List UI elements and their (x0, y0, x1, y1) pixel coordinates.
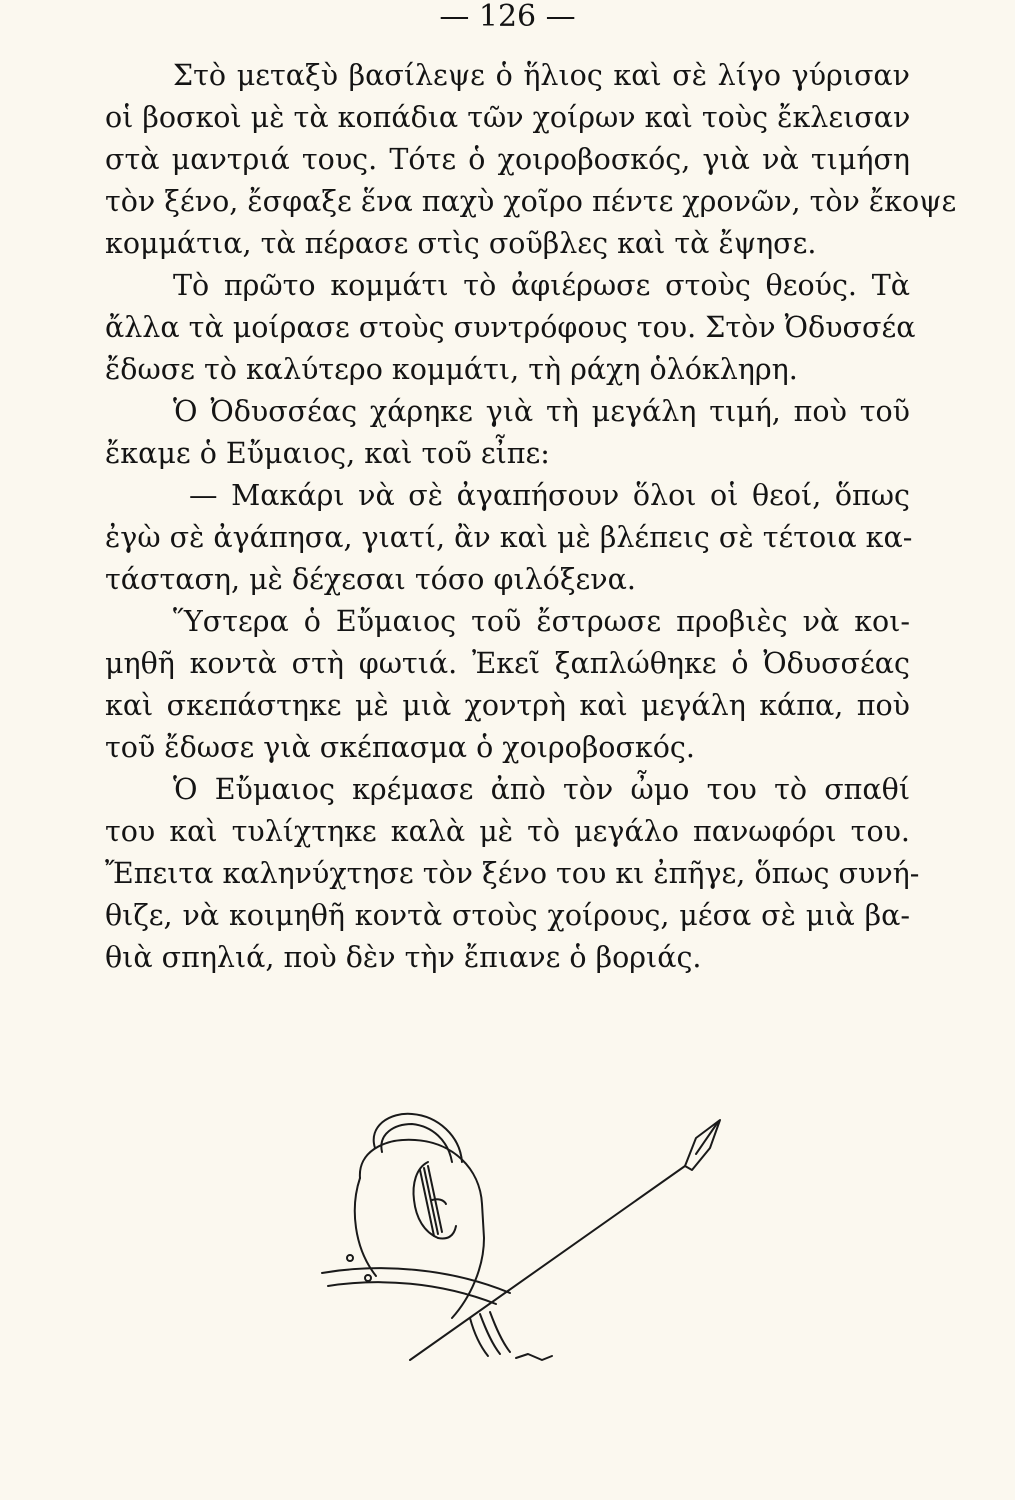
text-line: Ὕστερα ὁ Εὔμαιος τοῦ ἔστρωσε προβιὲς νὰ κοι- (173, 605, 910, 638)
text-line: Ὁ Ὀδυσσέας χάρηκε γιὰ τὴ μεγάλη τιμή, ποὺ τοῦ (173, 395, 910, 428)
text-line: Ὁ Εὔμαιος κρέμασε ἀπὸ τὸν ὦμο του τὸ σπαθί (173, 773, 910, 806)
body-text (105, 55, 957, 979)
text-line: κομμάτια, τὰ πέρασε στὶς σοῦβλες καὶ τὰ ἔψησε. (105, 227, 817, 260)
text-line: Ἔπειτα καληνύχτησε τὸν ξένο του κι ἐπῆγε, ὅπως συνή- (105, 857, 920, 890)
shield-rim (322, 1268, 510, 1293)
spear-shaft (410, 1166, 685, 1360)
page-number: — 126 — (439, 0, 576, 34)
text-line: οἱ βοσκοὶ μὲ τὰ κοπάδια τῶν χοίρων καὶ τοὺς ἔκλεισαν (105, 101, 911, 134)
text-line: τὸν ξένο, ἔσφαξε ἕνα παχὺ χοῖρο πέντε χρονῶν, τὸν ἔκοψε (105, 185, 957, 218)
text-line: στὰ μαντριά τους. Τότε ὁ χοιροβοσκός, γιὰ νὰ τιμήση (105, 143, 910, 176)
text-line: Στὸ μεταξὺ βασίλεψε ὁ ἥλιος καὶ σὲ λίγο γύρισαν (173, 59, 910, 92)
text-line: θιζε, νὰ κοιμηθῆ κοντὰ στοὺς χοίρους, μέσα σὲ μιὰ βα- (105, 899, 910, 932)
warrior-helmet-spear-illustration (320, 1108, 740, 1373)
text-line: ἔκαμε ὁ Εὔμαιος, καὶ τοῦ εἶπε: (105, 437, 550, 470)
shield-boss (347, 1255, 353, 1261)
text-line: ἔδωσε τὸ καλύτερο κομμάτι, τὴ ράχη ὁλόκληρη. (105, 353, 798, 386)
text-line: ἐγὼ σὲ ἀγάπησα, γιατί, ἂν καὶ μὲ βλέπεις σὲ τέτοια κα- (105, 521, 913, 554)
text-line: καὶ σκεπάστηκε μὲ μιὰ χοντρὴ καὶ μεγάλη κάπα, ποὺ (105, 689, 910, 722)
helmet-crest (374, 1114, 462, 1162)
text-line: — Μακάρι νὰ σὲ ἀγαπήσουν ὅλοι οἱ θεοί, ὅπως (189, 479, 910, 512)
text-line: Τὸ πρῶτο κομμάτι τὸ ἀφιέρωσε στοὺς θεούς. Τὰ (173, 269, 910, 302)
text-line: μηθῆ κοντὰ στὴ φωτιά. Ἐκεῖ ξαπλώθηκε ὁ Ὀδυσσέας (105, 647, 910, 680)
text-line: του καὶ τυλίχτηκε καλὰ μὲ τὸ μεγάλο πανωφόρι του. (105, 815, 910, 848)
text-line: τοῦ ἔδωσε γιὰ σκέπασμα ὁ χοιροβοσκός. (105, 731, 695, 764)
text-line: ἄλλα τὰ μοίρασε στοὺς συντρόφους του. Στὸν Ὀδυσσέα (105, 311, 916, 344)
text-line: θιὰ σπηλιά, ποὺ δὲν τὴν ἔπιανε ὁ βοριάς. (105, 941, 702, 974)
text-line: τάσταση, μὲ δέχεσαι τόσο φιλόξενα. (105, 563, 636, 596)
